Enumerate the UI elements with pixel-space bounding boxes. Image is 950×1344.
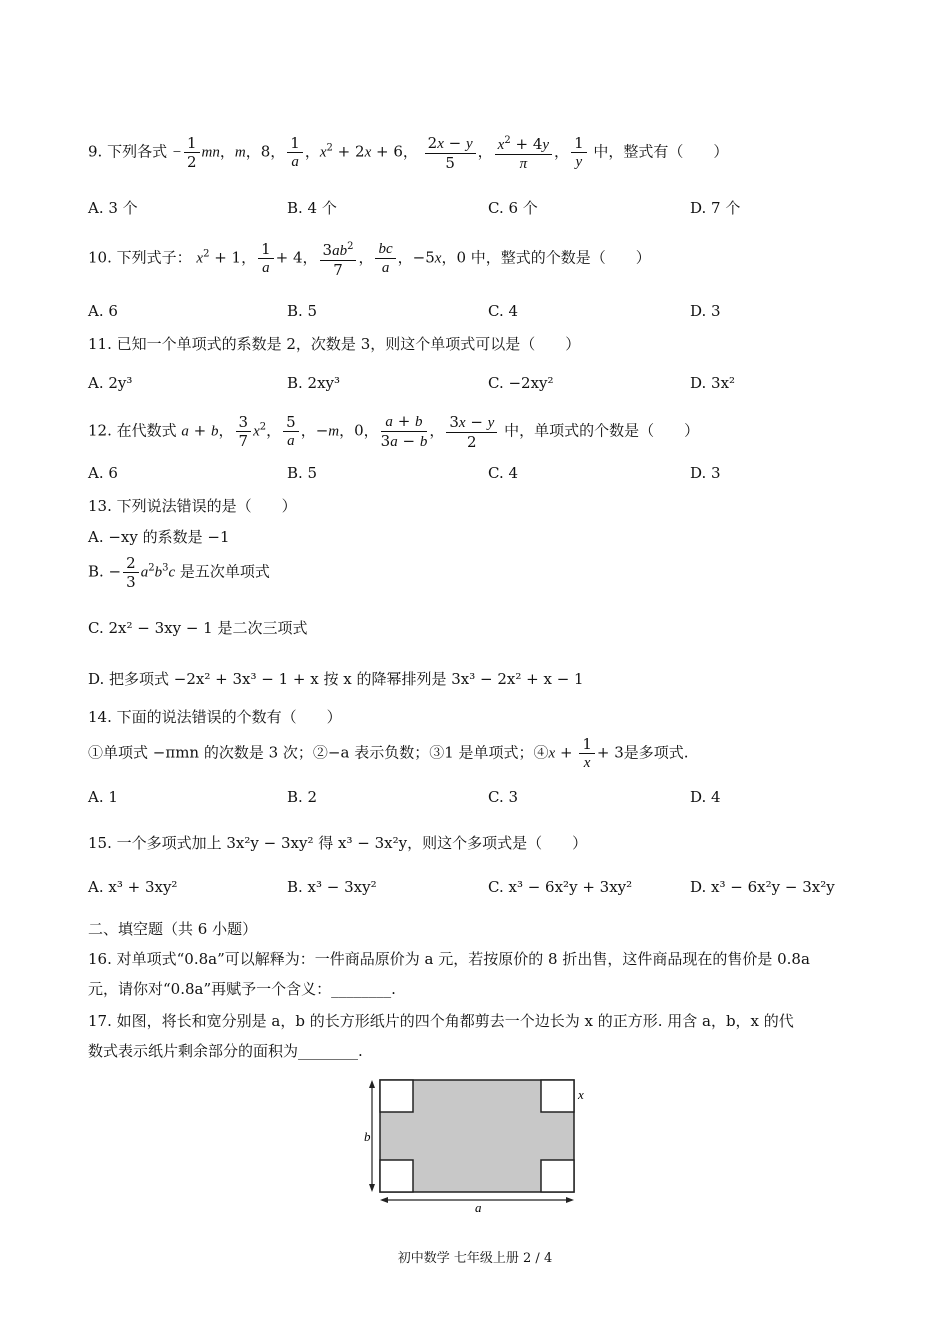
q12-option-a[interactable]: A. 6 xyxy=(88,464,118,482)
q9-option-d[interactable]: D. 7 个 xyxy=(690,199,741,217)
section-title: 二、填空题（共 6 小题） xyxy=(88,920,258,938)
q14-option-d[interactable]: D. 4 xyxy=(690,788,721,806)
q14-line-end: 是多项式. xyxy=(623,743,689,762)
q10-line: 10. 下列式子： $x^2 + 1$， $\frac{1}{a}$ + 4， $\frac{3ab^2}{7}$ ， $\frac{bc}{a}$ ，−5x，0 中，整式的个数是（ ） xyxy=(88,240,651,279)
q17-line2: 数式表示纸片剩余部分的面积为________. xyxy=(88,1042,363,1060)
label-b: b xyxy=(364,1129,371,1144)
corner-square-br xyxy=(541,1160,574,1192)
page-footer: 初中数学 七年级上册 2 / 4 xyxy=(397,1251,553,1266)
q11-option-d[interactable]: D. 3x² xyxy=(690,374,736,392)
rectangle-figure xyxy=(362,1075,592,1215)
q11-option-a[interactable]: A. 2y³ xyxy=(88,374,133,392)
q10-option-c[interactable]: C. 4 xyxy=(488,302,519,320)
q14-option-a[interactable]: A. 1 xyxy=(88,788,118,806)
q9-option-c[interactable]: C. 6 个 xyxy=(488,199,538,217)
q12-option-d[interactable]: D. 3 xyxy=(690,464,721,482)
corner-square-bl xyxy=(380,1160,413,1192)
q12-suffix: 中，单项式的个数是（ ） xyxy=(504,421,700,440)
q10-option-d[interactable]: D. 3 xyxy=(690,302,721,320)
label-a: a xyxy=(475,1200,482,1215)
q12-prefix: 12. 在代数式 xyxy=(88,421,177,440)
q9-line: 9. 下列各式 − $\frac{1}{2}$ mn，m，8， $\frac{1}{a}$ ，$x^2 + 2x + 6$， $\frac{2x - y}{5}$ ， $\frac{x^2 + 4y}{\pi}$ ， $\frac{1}{y}$ 中，整式有（ ） xyxy=(88,133,729,172)
q14-stem: 14. 下面的说法错误的个数有（ ） xyxy=(88,708,342,726)
q13-option-d[interactable]: D. 把多项式 −2x² + 3x³ − 1 + x 按 x 的降幂排列是 3x³ − 2x² + x − 1 xyxy=(88,670,584,688)
q11-option-b[interactable]: B. 2xy³ xyxy=(287,374,341,392)
q13-b-suffix: 是五次单项式 xyxy=(179,562,270,581)
q16-line2: 元，请你对“0.8a”再赋予一个含义：________. xyxy=(88,980,396,998)
q9-suffix: 中，整式有（ ） xyxy=(593,142,729,161)
q10-option-b[interactable]: B. 5 xyxy=(287,302,318,320)
q13-option-a[interactable]: A. −xy 的系数是 −1 xyxy=(88,528,230,546)
q17-line1: 17. 如图，将长和宽分别是 a，b 的长方形纸片的四个角都剪去一个边长为 x 的正方形. 用含 a，b，x 的代 xyxy=(88,1012,794,1030)
corner-square-tl xyxy=(380,1080,413,1112)
label-x: x xyxy=(578,1087,584,1102)
corner-square-tr xyxy=(541,1080,574,1112)
q13-option-b[interactable]: B. − $\frac{2}{3}$ $a^2b^3c$ 是五次单项式 xyxy=(88,554,270,591)
q12-option-c[interactable]: C. 4 xyxy=(488,464,519,482)
q15-option-a[interactable]: A. x³ + 3xy² xyxy=(88,878,178,896)
q13-stem: 13. 下列说法错误的是（ ） xyxy=(88,497,297,515)
q10-option-a[interactable]: A. 6 xyxy=(88,302,118,320)
q9-prefix: 9. 下列各式 xyxy=(88,142,168,161)
q9-option-b[interactable]: B. 4 个 xyxy=(287,199,337,217)
q14-statements: ①单项式 −πmn 的次数是 3 次；②−a 表示负数；③1 是单项式；④x + $\frac{1}{x}$ + 3是多项式. xyxy=(88,735,689,771)
q14-option-b[interactable]: B. 2 xyxy=(287,788,318,806)
q11-stem: 11. 已知一个单项式的系数是 2，次数是 3，则这个单项式可以是（ ） xyxy=(88,335,581,353)
q16-line1: 16. 对单项式“0.8a”可以解释为：一件商品原价为 a 元，若按原价的 8 折出售，这件商品现在的售价是 0.8a xyxy=(88,950,810,968)
q10-prefix: 10. 下列式子： xyxy=(88,248,192,267)
q15-option-c[interactable]: C. x³ − 6x²y + 3xy² xyxy=(488,878,633,896)
q15-option-d[interactable]: D. x³ − 6x²y − 3x²y xyxy=(690,878,835,896)
q15-option-b[interactable]: B. x³ − 3xy² xyxy=(287,878,377,896)
q12-line: 12. 在代数式 a + b， $\frac{3}{7}$ $x^2$， $\frac{5}{a}$ ，−m，0， $\frac{a + b}{3a - b}$ ， $\frac{3x - y}{2}$ 中，单项式的个数是（ ） xyxy=(88,412,700,451)
q13-option-c[interactable]: C. 2x² − 3xy − 1 是二次三项式 xyxy=(88,619,308,637)
q10-suffix: 中，整式的个数是（ ） xyxy=(470,248,651,267)
q14-line-a: ①单项式 −πmn 的次数是 3 次；②−a 表示负数；③1 是单项式；④ xyxy=(88,743,549,762)
q11-option-c[interactable]: C. −2xy² xyxy=(488,374,554,392)
q15-stem: 15. 一个多项式加上 3x²y − 3xy² 得 x³ − 3x²y，则这个多项式是（ ） xyxy=(88,834,588,852)
q9-option-a[interactable]: A. 3 个 xyxy=(88,199,138,217)
q14-option-c[interactable]: C. 3 xyxy=(488,788,519,806)
q12-option-b[interactable]: B. 5 xyxy=(287,464,318,482)
